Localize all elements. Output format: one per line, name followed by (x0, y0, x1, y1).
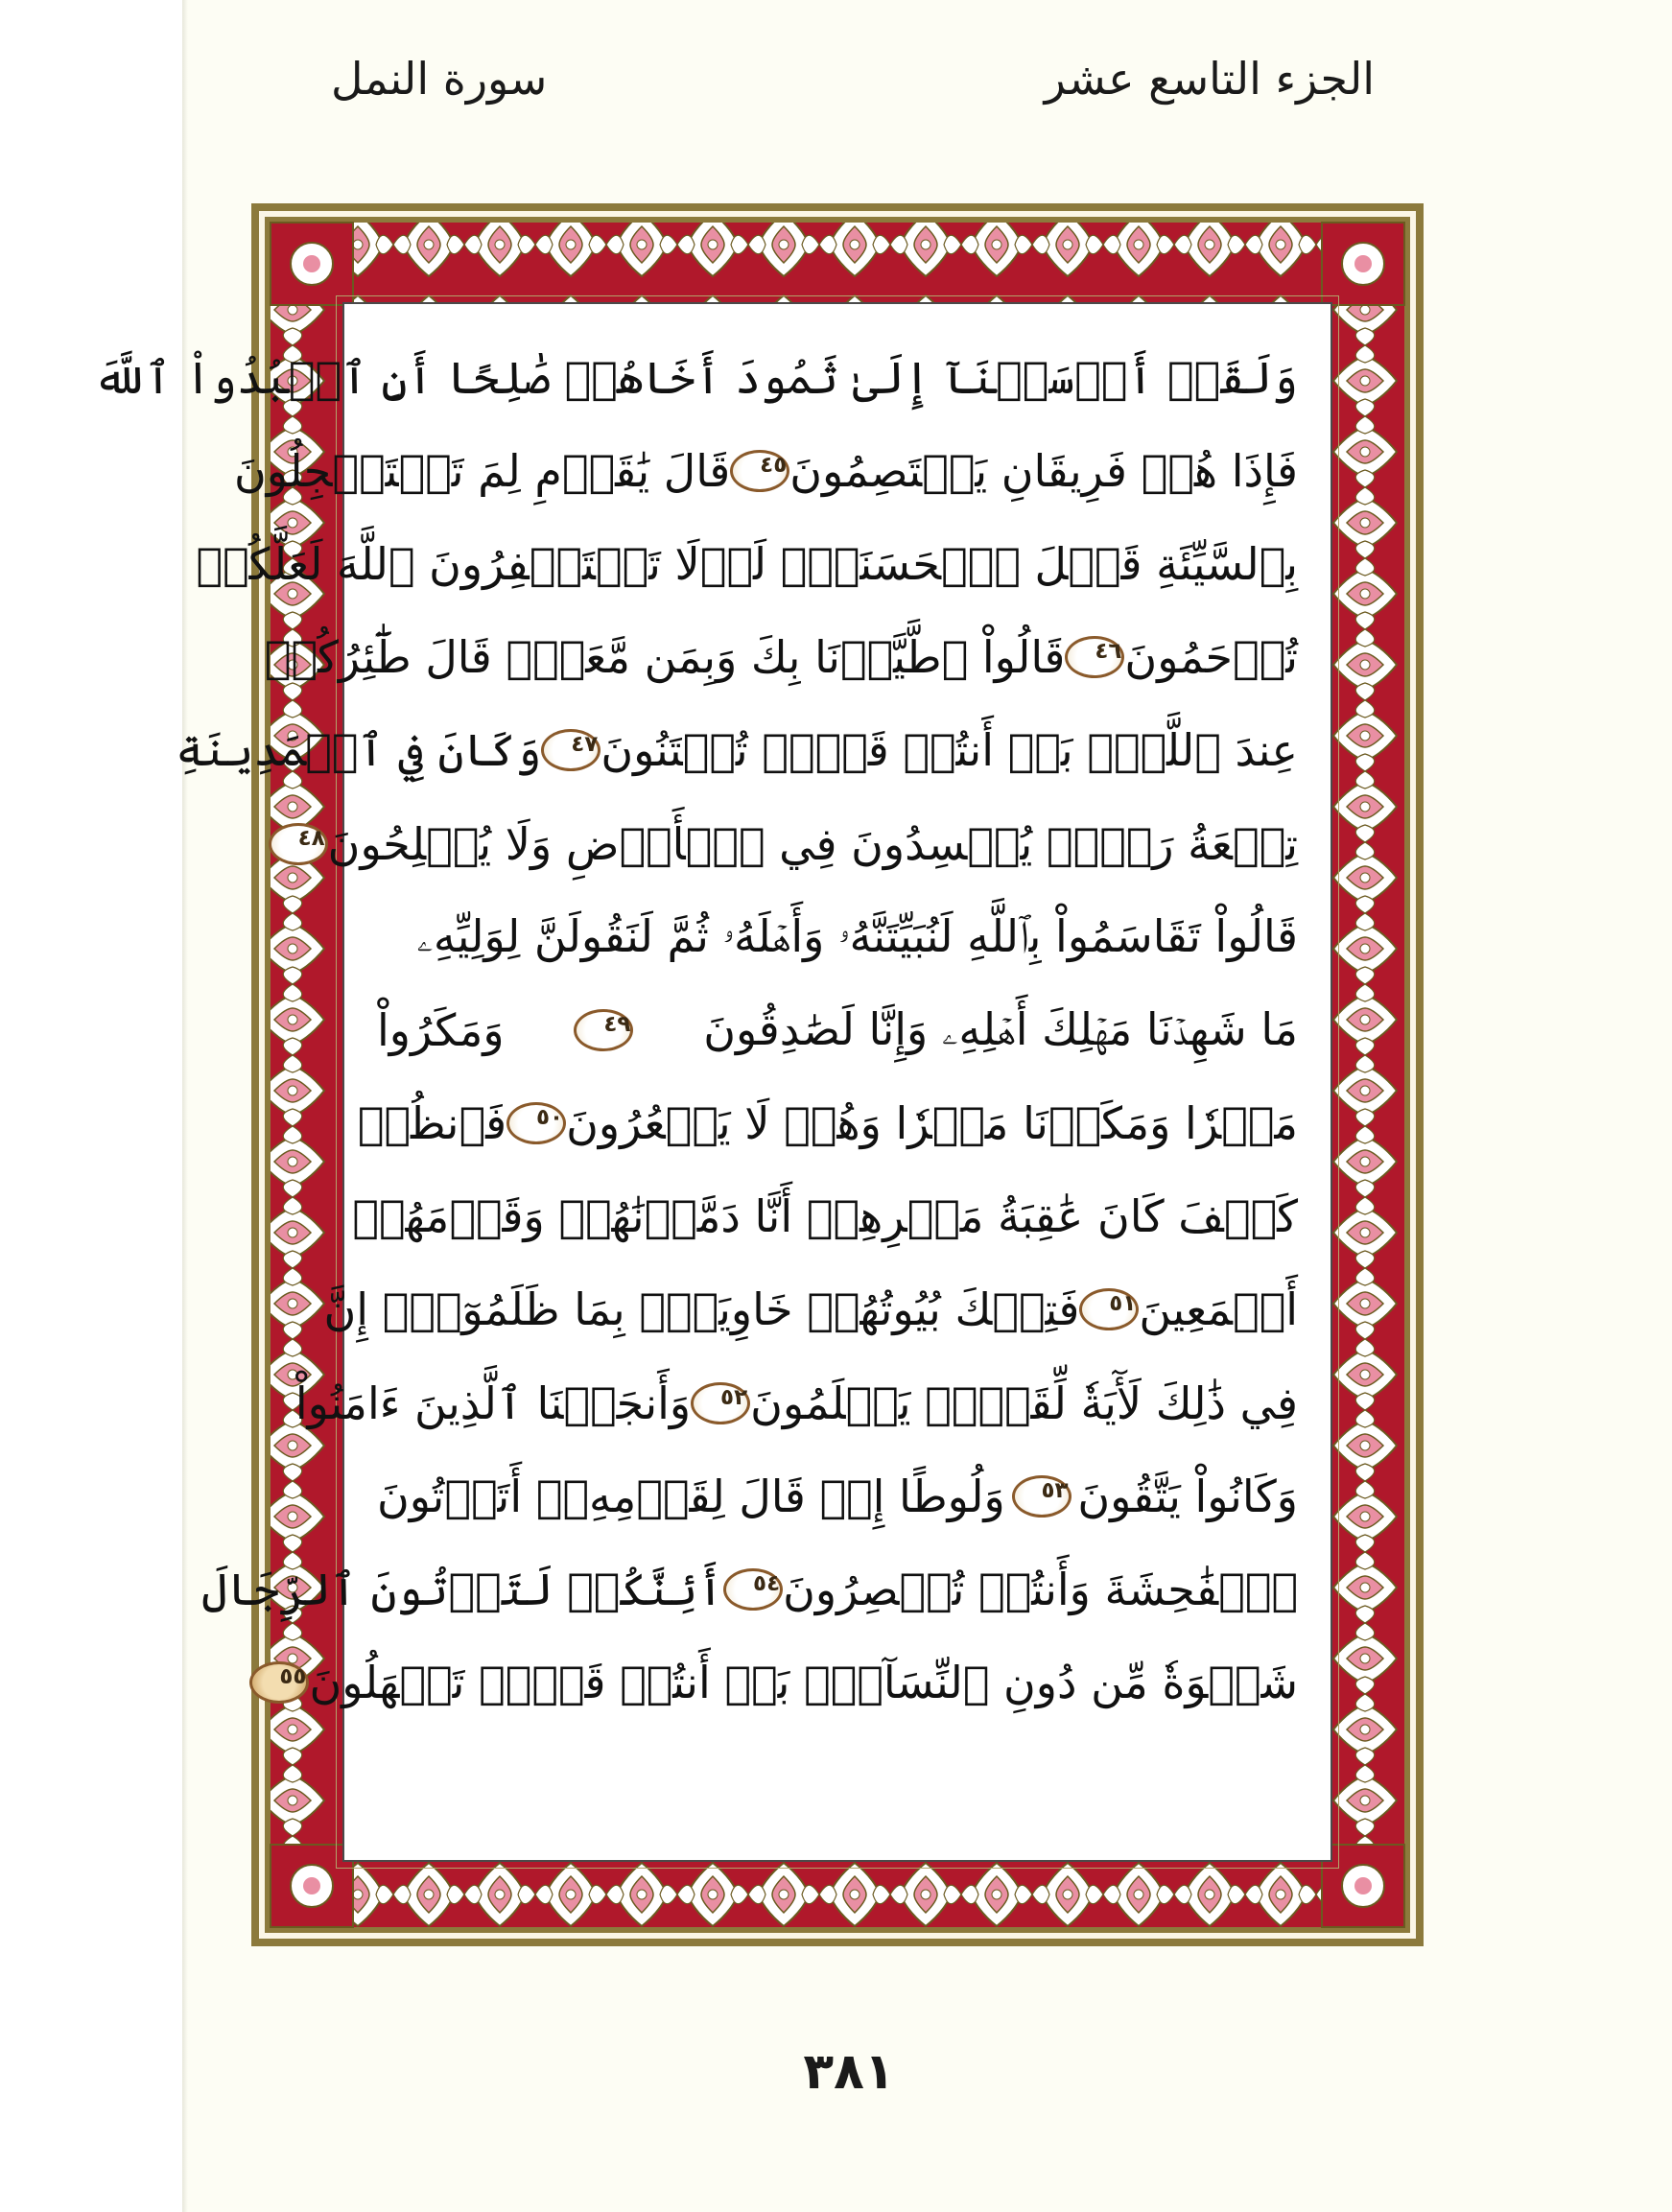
ayah-number-marker: ٤٩ (574, 1009, 633, 1051)
ayah-number-marker: ٥٤ (723, 1568, 783, 1611)
surah-label: سورة النمل (331, 53, 548, 105)
verse-text: ٱلۡفَٰحِشَةَ وَأَنتُمۡ تُبۡصِرُونَ (783, 1564, 1298, 1616)
verse-line (352, 1170, 1298, 1263)
verse-line (279, 1636, 1298, 1730)
verse-text: عِندَ ٱللَّهِۖ بَلۡ أَنتُمۡ قَوۡمٞ تُفۡتَنُونَ (601, 724, 1298, 777)
verse-text: وَكَانَ فِي ٱلۡمَدِينَةِ (176, 724, 542, 777)
page-edge (182, 0, 188, 2212)
verse-line (377, 890, 1298, 983)
verse-line (176, 704, 1298, 797)
verse-text: وَمَكَرُواْ (377, 1003, 505, 1056)
ayah-number-marker: ٤٦ (1065, 636, 1124, 678)
verse-line (357, 1077, 1298, 1170)
verse-text: قَالُواْ ٱطَّيَّرۡنَا بِكَ وَبِمَن مَّعَكَۚ قَالَ طَٰٓئِرُكُمۡ (264, 631, 1066, 684)
verse-text: شَهۡوَةٗ مِّن دُونِ ٱلنِّسَآءِۚ بَلۡ أَنتُمۡ قَوۡمٞ تَجۡهَلُونَ (309, 1657, 1298, 1709)
juz-label: الجزء التاسع عشر (1044, 53, 1375, 105)
verse-lines (93, 331, 1298, 1730)
text-panel (93, 302, 1332, 1862)
ayah-number-marker: ٥٣ (1012, 1475, 1071, 1518)
verse-line (196, 517, 1298, 610)
ayah-number-marker: ٥١ (1079, 1288, 1139, 1330)
verse-line (377, 983, 1298, 1076)
verse-text: فِي ذَٰلِكَ لَأٓيَةٗ لِّقَوۡمٖ يَعۡلَمُونَ (750, 1377, 1298, 1429)
verse-text: كَيۡفَ كَانَ عَٰقِبَةُ مَكۡرِهِمۡ أَنَّا دَمَّرۡنَٰهُمۡ وَقَوۡمَهُمۡ (352, 1190, 1298, 1243)
verse-text: فَتِلۡكَ بُيُوتُهُمۡ خَاوِيَةَۢ بِمَا ظَلَمُوٓاْۚ إِنَّ (323, 1283, 1080, 1336)
verse-text: مَكۡرٗا وَمَكَرۡنَا مَكۡرٗا وَهُمۡ لَا يَشۡعُرُونَ (566, 1097, 1298, 1150)
ayah-number-marker: ٤٨ (269, 823, 328, 865)
ayah-number-marker: ٥٠ (506, 1102, 566, 1144)
ayah-number-marker: ٥٥ (249, 1661, 309, 1704)
verse-line (93, 331, 1298, 424)
verse-line (294, 1356, 1298, 1449)
verse-text: فَٱنظُرۡ (357, 1097, 507, 1150)
verse-text: وَأَنجَيۡنَا ٱلَّذِينَ ءَامَنُواْ (294, 1377, 692, 1429)
verse-text: وَلُوطًا إِذۡ قَالَ لِقَوۡمِهِۦٓ أَتَأۡتُونَ (377, 1470, 1005, 1522)
page-number: ٣٨١ (803, 2043, 895, 2101)
verse-line (297, 797, 1298, 890)
verse-text: وَكَانُواْ يَتَّقُونَ (1077, 1470, 1298, 1522)
verse-line (201, 1542, 1298, 1635)
verse-line (233, 424, 1298, 517)
verse-text: أَئِنَّكُمۡ لَتَأۡتُونَ ٱلرِّجَالَ (201, 1564, 724, 1616)
verse-text: فَإِذَا هُمۡ فَرِيقَانِ يَخۡتَصِمُونَ (789, 444, 1298, 497)
verse-text: وَلَقَدۡ أَرۡسَلۡنَآ إِلَىٰ ثَمُودَ أَخَاهُمۡ صَٰلِحًا أَنِ ٱعۡبُدُواْ ٱللَّهَ (93, 351, 1298, 404)
verse-line (264, 611, 1298, 704)
verse-text: بِٱلسَّيِّئَةِ قَبۡلَ ٱلۡحَسَنَةِۖ لَوۡلَا تَسۡتَغۡفِرُونَ ٱللَّهَ لَعَلَّكُمۡ (196, 537, 1298, 590)
verse-text: مَا شَهِدۡنَا مَهۡلِكَ أَهۡلِهِۦ وَإِنَّا لَصَٰدِقُونَ (703, 1002, 1298, 1055)
verse-line (323, 1263, 1298, 1356)
ayah-number-marker: ٤٥ (730, 450, 789, 492)
verse-text: قَالَ يَٰقَوۡمِ لِمَ تَسۡتَعۡجِلُونَ (233, 444, 731, 497)
verse-text: تُرۡحَمُونَ (1124, 631, 1298, 684)
verse-text: تِسۡعَةُ رَهۡطٖ يُفۡسِدُونَ فِي ٱلۡأَرۡضِ وَلَا يُصۡلِحُونَ (327, 817, 1298, 870)
verse-text: أَجۡمَعِينَ (1139, 1283, 1298, 1336)
verse-line (377, 1449, 1298, 1542)
verse-text: قَالُواْ تَقَاسَمُواْ بِٱللَّهِ لَنُبَيِّتَنَّهُۥ وَأَهۡلَهُۥ ثُمَّ لَنَقُولَنَّ لِوَلِيِّهِۦ (416, 909, 1298, 962)
ayah-number-marker: ٤٧ (541, 729, 601, 771)
ayah-number-marker: ٥٢ (691, 1382, 750, 1424)
